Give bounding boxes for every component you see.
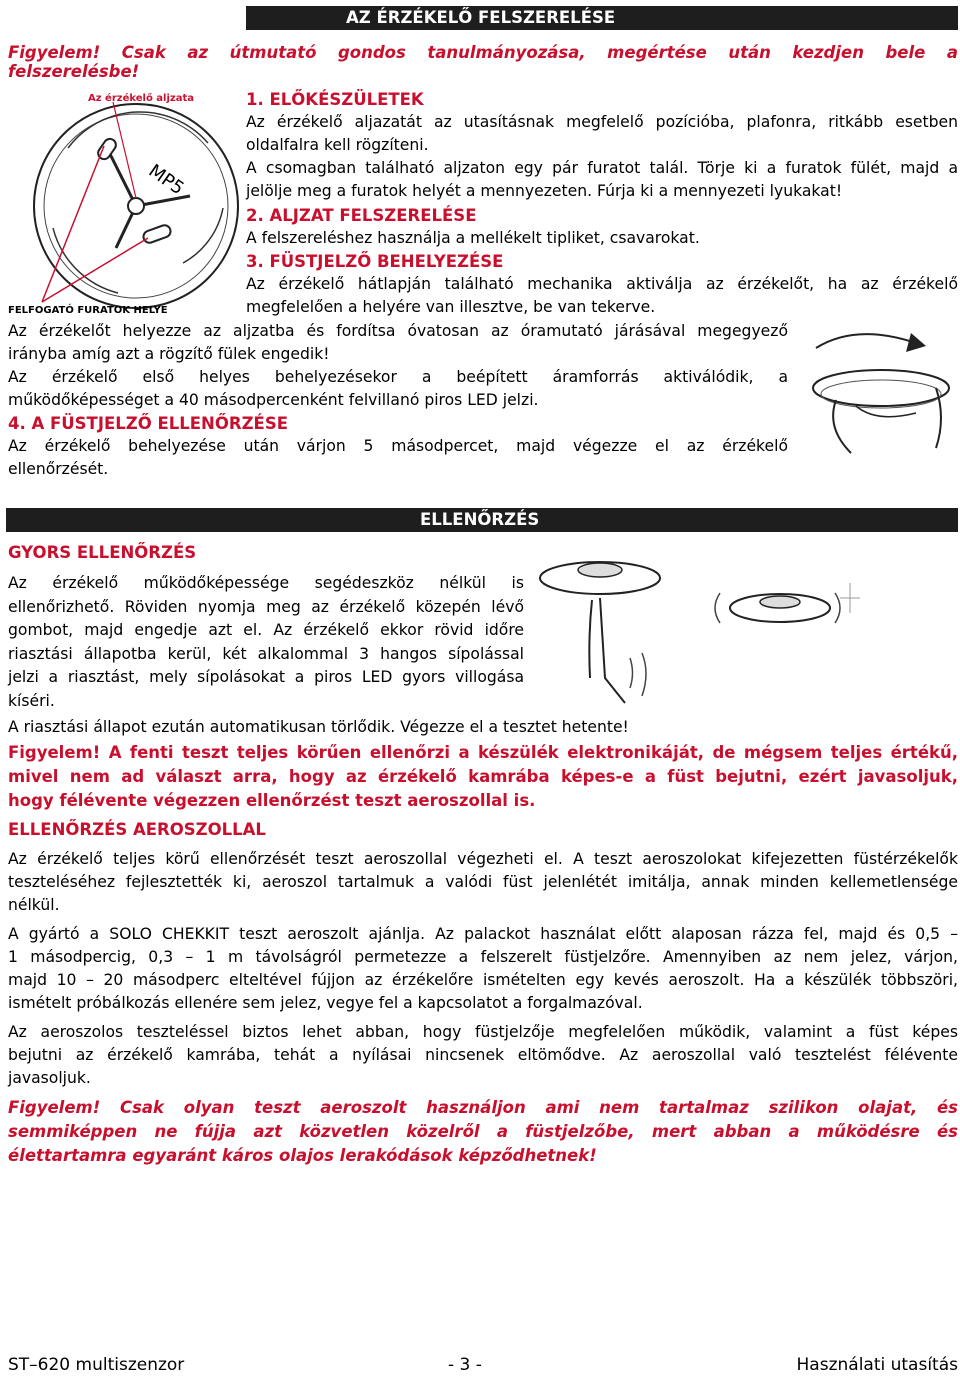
aerosol-line: Az érzékelő teljes körű ellenőrzését teszt aeroszollal végezheti el. A teszt aeroszolokat kifejezetten füstérzékelők: [8, 850, 958, 868]
warning-full-test-line: mivel nem ad választ arra, hogy az érzékelő kamrába képes-e a füst bejutni, ezért javasoljuk,: [8, 767, 958, 786]
step3-line: Az érzékelő hátlapján található mechanika aktiválja az érzékelőt, ha az érzékelő: [246, 275, 958, 293]
aerosol-line: Az aeroszolos teszteléssel biztos lehet abban, hogy füstjelzője megfelelően működik, valamint a füst képes: [8, 1023, 958, 1041]
base-plate-figure: [8, 88, 240, 318]
warning-full-test-line: hogy félévente végezzen ellenőrzést teszt aeroszollal is.: [8, 791, 536, 810]
figure-label-base: Az érzékelő aljzata: [88, 93, 195, 104]
step3-line: megfelelően a helyére van illesztve, be van tekerve.: [246, 298, 656, 316]
aerosol-line: nélkül.: [8, 896, 60, 914]
warning-aerosol-line: élettartamra egyaránt káros olajos lerakódások képződhetnek!: [8, 1146, 597, 1165]
step1-line: jelölje meg a furatok helyét a mennyezeten. Fúrja ki a mennyezeti lyukakat!: [246, 182, 843, 200]
section-bar-check: [6, 508, 958, 532]
figure-label-holes: FELFOGATÓ FURATOK HELYE: [8, 305, 168, 316]
aerosol-paragraph-3: [8, 1021, 958, 1090]
quick-check-line: gombot, majd engedje azt el. Az érzékelő ekkor rövid időre: [8, 621, 524, 639]
warning-intro-line: Figyelem! Csak az útmutató gondos tanulmányozása, megértése után kezdjen bele a: [8, 43, 958, 62]
aerosol-line: bejutni az érzékelő kamrába, tehát a nyílásai nincsenek eltömődve. Az aeroszollal való tesztelést félévente: [8, 1046, 958, 1064]
quick-check-section: [8, 541, 524, 713]
step3-heading: 3. FÜSTJELZŐ BEHELYEZÉSE: [246, 252, 504, 271]
aerosol-paragraph-2: [8, 923, 958, 1015]
step2-text: A felszereléshez használja a mellékelt tipliket, csavarokat.: [246, 229, 700, 247]
footer: [8, 1355, 958, 1377]
aerosol-heading: ELLENŐRZÉS AEROSZOLLAL: [8, 820, 266, 839]
step1-section: [246, 89, 958, 319]
step3-line: irányba amíg azt a rögzítő fülek engedik!: [8, 345, 330, 363]
aerosol-line: ismételt próbálkozás ellenére sem jelez, vegye fel a kapcsolatot a forgalmazóval.: [8, 994, 643, 1012]
aerosol-line: A gyártó a SOLO CHEKKIT teszt aeroszolt ajánlja. Az palackot használat előtt alaposan rázza fel, majd és 0,5 –: [8, 925, 958, 943]
step4-heading: 4. A FÜSTJELZŐ ELLENŐRZÉSE: [8, 414, 288, 433]
detector-installation-figure: [796, 328, 956, 458]
step3-line: Az érzékelő első helyes behelyezésekor a beépített áramforrás aktiválódik, a: [8, 368, 788, 386]
base-plate-stamp: MP5: [144, 160, 188, 200]
quick-check-line: jelzi a riasztást, mely sípolásokat a piros LED gyors villogása: [8, 668, 524, 686]
quick-check-line: Az érzékelő működőképessége segédeszköz nélkül is: [8, 574, 524, 592]
warning-intro-line: felszerelésbe!: [8, 62, 140, 81]
page-title: AZ ÉRZÉKELŐ FELSZERELÉSE: [346, 8, 616, 27]
step1-line: oldalfalra kell rögzíteni.: [246, 136, 429, 154]
warning-full-test: [8, 741, 958, 813]
quick-check-line: riasztási állapotba kerül, két alkalommal 3 hangos sípolással: [8, 644, 524, 663]
header-bar: [246, 6, 958, 30]
step4-line: ellenőrzését.: [8, 460, 109, 478]
aerosol-line: javasoljuk.: [8, 1069, 91, 1087]
page-number: - 3 -: [448, 1355, 482, 1375]
step2-heading: 2. ALJZAT FELSZERELÉSE: [246, 206, 477, 225]
step3-line: Az érzékelőt helyezze az aljzatba és fordítsa óvatosan az óramutató járásával megegyező: [8, 322, 788, 340]
quick-check-line: A riasztási állapot ezután automatikusan törlődik. Végezze el a tesztet hetente!: [8, 718, 629, 736]
step1-heading: 1. ELŐKÉSZÜLETEK: [246, 90, 424, 109]
step1-line: A csomagban található aljzaton egy pár furatot talál. Törje ki a furatok fülét, majd a: [246, 159, 958, 177]
step3-continued: [8, 320, 788, 481]
step4-line: Az érzékelő behelyezése után várjon 5 másodpercet, majd végezze el az érzékelő: [8, 437, 788, 455]
footer-doc-type: Használati utasítás: [796, 1355, 958, 1375]
aerosol-paragraph-1: [8, 848, 958, 917]
quick-check-line: kíséri.: [8, 691, 55, 710]
warning-intro: [8, 43, 958, 81]
warning-aerosol-line: semmiképpen ne fújja azt közvetlen közelről a füstjelzőbe, mert abban a működésre és: [8, 1122, 958, 1141]
quick-check-line: ellenőrizhető. Röviden nyomja meg az érzékelő közepén lévő: [8, 597, 524, 616]
aerosol-line: teszteléséhez fejlesztették ki, aeroszol tartalmuk a valódi füst jelenlétét imitálja, annak minden kellemetlensége: [8, 873, 958, 891]
aerosol-line: 1 másodpercig, 0,3 – 1 m távolságról permetezze a felszerelt füstjelzőre. Amennyiben az nem jelez, várjon,: [8, 948, 958, 966]
footer-product: ST–620 multiszenzor: [8, 1355, 185, 1375]
aerosol-section: [8, 818, 958, 1090]
quick-check-heading: GYORS ELLENŐRZÉS: [8, 543, 197, 562]
warning-aerosol: [8, 1096, 958, 1168]
step1-line: Az érzékelő aljazatát az utasításnak megfelelő pozícióba, plafonra, ritkább esetben: [246, 113, 958, 131]
base-plate-drawing: [8, 88, 240, 318]
section-title-check: ELLENŐRZÉS: [420, 510, 540, 529]
aerosol-line: majd 10 – 20 másodperc elteltével fújjon az érzékelőre ismételten egy kevés aeroszolt. Ha a készülék többszöri,: [8, 971, 958, 989]
warning-full-test-line: Figyelem! A fenti teszt teljes körűen ellenőrzi a készülék elektronikáját, de mégsem teljes értékű,: [8, 743, 958, 762]
test-button-figure: [530, 538, 860, 708]
step3-line: működőképességet a 40 másodpercenként felvillanó piros LED jelzi.: [8, 391, 539, 409]
warning-aerosol-line: Figyelem! Csak olyan teszt aeroszolt használjon ami nem tartalmaz szilikon olajat, és: [8, 1098, 958, 1117]
